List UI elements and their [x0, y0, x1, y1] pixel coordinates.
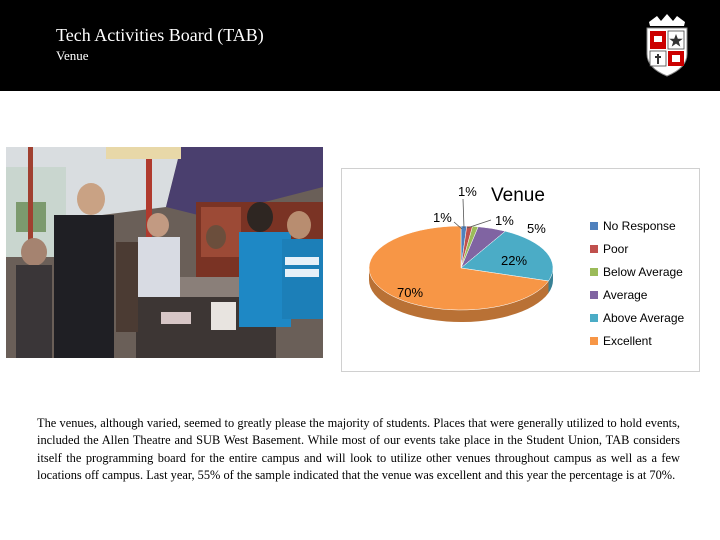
data-label-no-response: 1% [458, 184, 477, 199]
legend-swatch-excellent [590, 337, 598, 345]
legend-label-no-response: No Response [603, 219, 676, 233]
legend-label-below-average: Below Average [603, 265, 683, 279]
chart-title: Venue [491, 185, 545, 206]
event-photo [6, 147, 323, 358]
legend-label-excellent: Excellent [603, 334, 652, 348]
data-label-poor: 1% [433, 210, 452, 225]
data-label-average: 5% [527, 221, 546, 236]
slide-title: Tech Activities Board (TAB) [56, 25, 264, 45]
body-paragraph: The venues, although varied, seemed to greatly please the majority of students. Places that were generally utilized to hold events, included the Allen Theatre and SUB West Basement. While most of our events take place in the Student Union, TAB considers itself the programming board for the entire campus and will look to utilize other venues throughout campus as well as a few locations off campus. Last year, 55% of the sample indicated that the venue was excellent and this year the percentage is at 70%. [37, 416, 680, 483]
data-label-below-average: 1% [495, 213, 514, 228]
data-label-above-average: 22% [501, 253, 528, 268]
venue-pie-chart [341, 168, 700, 372]
university-shield-icon [643, 12, 691, 78]
legend-label-average: Average [603, 288, 648, 302]
header-bar [0, 0, 720, 91]
legend-swatch-no-response [590, 222, 598, 230]
legend-label-above-average: Above Average [603, 311, 685, 325]
legend-swatch-below-average [590, 268, 598, 276]
legend-label-poor: Poor [603, 242, 629, 256]
legend-swatch-above-average [590, 314, 598, 322]
data-label-excellent: 70% [397, 285, 424, 300]
legend-swatch-average [590, 291, 598, 299]
legend-swatch-poor [590, 245, 598, 253]
slide-subtitle: Venue [56, 48, 89, 63]
